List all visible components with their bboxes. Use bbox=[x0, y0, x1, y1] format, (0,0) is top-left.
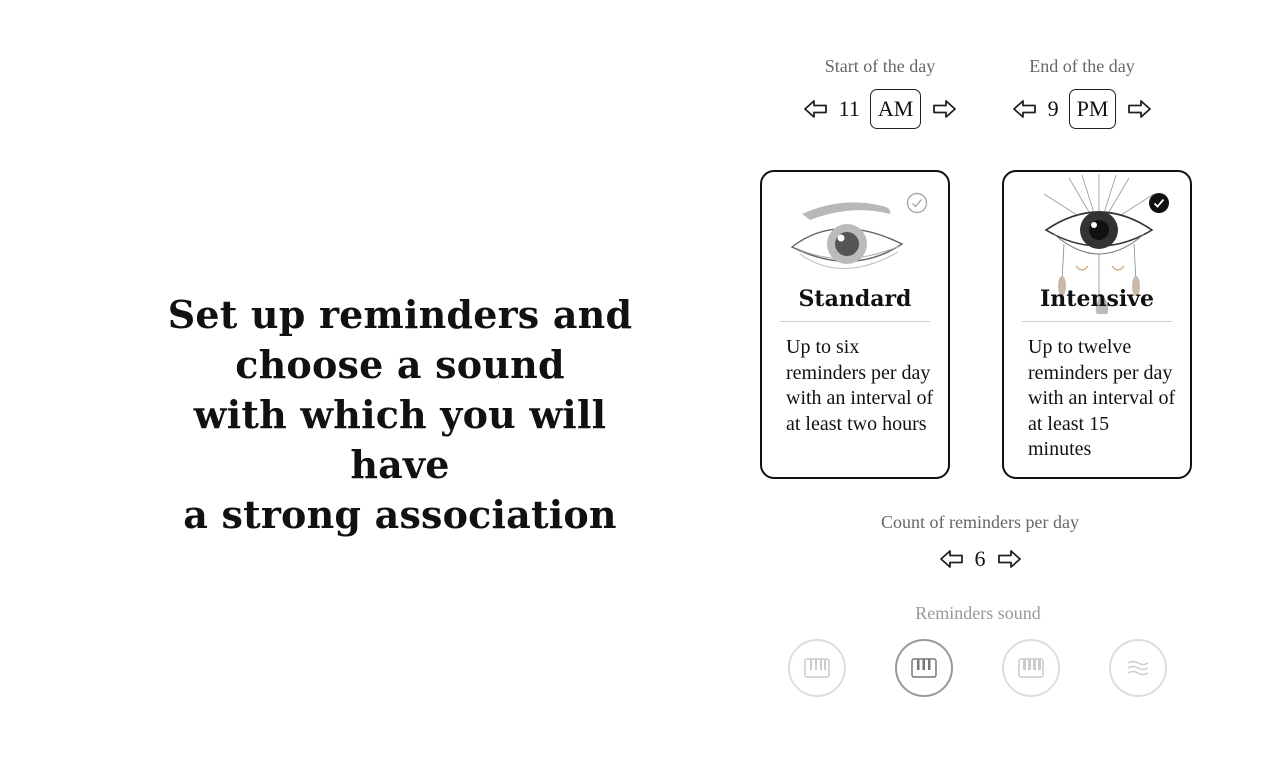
arrow-left-icon[interactable] bbox=[803, 98, 829, 120]
start-period-toggle[interactable]: AM bbox=[870, 89, 921, 129]
sound-option-4[interactable] bbox=[1109, 639, 1167, 697]
waves-icon bbox=[1125, 658, 1151, 678]
sound-option-2[interactable] bbox=[895, 639, 953, 697]
mode-description: Up to six reminders per day with an interval of at least two hours bbox=[786, 336, 934, 435]
count-value: 6 bbox=[974, 546, 986, 571]
eye-illustration-icon bbox=[782, 192, 932, 292]
start-of-day bbox=[790, 56, 970, 129]
end-period-toggle[interactable]: PM bbox=[1069, 89, 1117, 129]
sound-label: Reminders sound bbox=[915, 603, 1041, 623]
start-of-day-label: Start of the day bbox=[824, 56, 936, 76]
divider bbox=[1022, 321, 1172, 322]
end-hour: 9 bbox=[1047, 96, 1059, 121]
start-hour: 11 bbox=[838, 96, 860, 121]
headline-line-4: a strong association bbox=[183, 492, 617, 537]
end-of-day bbox=[992, 56, 1172, 129]
headline-line-2: choose a sound bbox=[235, 342, 565, 387]
arrow-right-icon[interactable] bbox=[996, 548, 1022, 570]
mode-description: Up to twelve reminders per day with an interval of at least 15 minutes bbox=[1028, 336, 1176, 460]
arrow-right-icon[interactable] bbox=[931, 98, 957, 120]
piano-keys-icon bbox=[911, 658, 937, 678]
mode-card-standard[interactable] bbox=[760, 170, 950, 479]
arrow-left-icon[interactable] bbox=[939, 548, 965, 570]
mode-card-intensive[interactable] bbox=[1002, 170, 1192, 479]
headline-line-1: Set up reminders and bbox=[167, 292, 633, 337]
count-label: Count of reminders per day bbox=[881, 512, 1079, 532]
count-stepper bbox=[780, 546, 1180, 572]
divider bbox=[780, 321, 930, 322]
mode-title: Standard bbox=[798, 286, 912, 312]
end-of-day-label: End of the day bbox=[1029, 56, 1135, 76]
piano-keys-icon bbox=[804, 658, 830, 678]
headline bbox=[150, 290, 650, 540]
sound-option-1[interactable] bbox=[788, 639, 846, 697]
mode-title: Intensive bbox=[1040, 286, 1154, 312]
piano-keys-icon bbox=[1018, 658, 1044, 678]
headline-line-3: with which you will have bbox=[193, 392, 607, 487]
arrow-left-icon[interactable] bbox=[1012, 98, 1038, 120]
arrow-right-icon[interactable] bbox=[1126, 98, 1152, 120]
sound-option-3[interactable] bbox=[1002, 639, 1060, 697]
